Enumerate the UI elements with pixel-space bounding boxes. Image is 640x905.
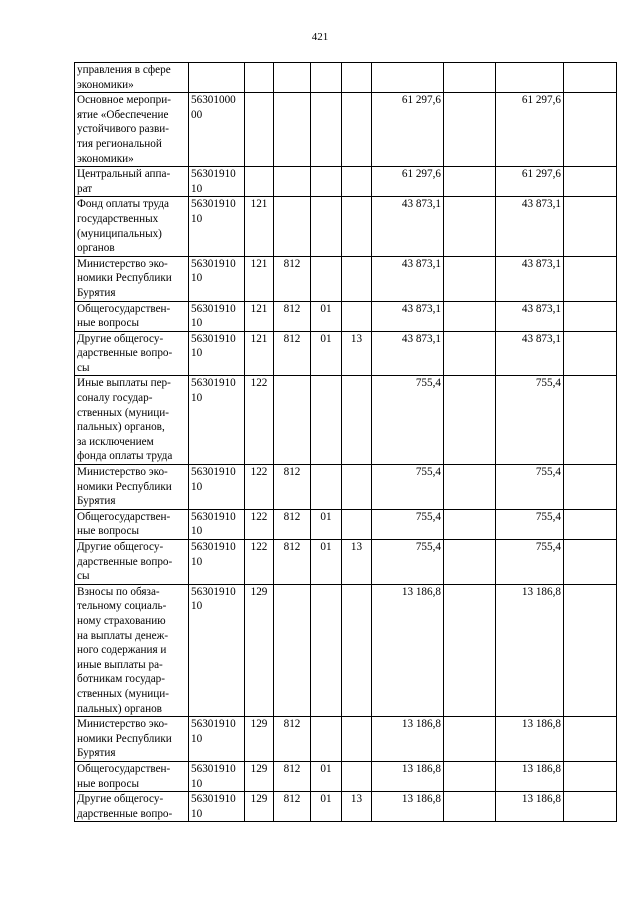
- cell-amount-1: 13 186,8: [372, 792, 444, 822]
- cell-amount-4: [564, 167, 617, 197]
- budget-table: [74, 62, 617, 822]
- cell-section: [311, 63, 342, 93]
- cell-name: Общегосударствен- ные вопросы: [75, 509, 189, 539]
- cell-section: 01: [311, 509, 342, 539]
- cell-subsection: [342, 301, 372, 331]
- table-row: [75, 792, 617, 822]
- table-row: [75, 509, 617, 539]
- cell-amount-3: 755,4: [496, 376, 564, 465]
- page-number: 421: [311, 31, 329, 43]
- cell-ministry-code: 812: [274, 792, 311, 822]
- cell-amount-1: 755,4: [372, 509, 444, 539]
- cell-amount-4: [564, 256, 617, 301]
- cell-target-article: 56301910 10: [189, 256, 245, 301]
- cell-amount-3: [496, 63, 564, 93]
- cell-amount-3: 43 873,1: [496, 301, 564, 331]
- cell-amount-4: [564, 197, 617, 256]
- cell-name: Другие общегосу- дарственные вопро- сы: [75, 331, 189, 376]
- cell-amount-2: [444, 376, 496, 465]
- cell-amount-4: [564, 63, 617, 93]
- cell-subsection: [342, 584, 372, 716]
- cell-amount-4: [564, 792, 617, 822]
- cell-name: Министерство эко- номики Республики Бурятия: [75, 256, 189, 301]
- table-row: [75, 256, 617, 301]
- cell-expense-type: 122: [245, 376, 274, 465]
- cell-name: Министерство эко- номики Республики Бурятия: [75, 465, 189, 510]
- cell-expense-type: 122: [245, 465, 274, 510]
- cell-amount-1: 43 873,1: [372, 331, 444, 376]
- cell-amount-2: [444, 509, 496, 539]
- cell-name: Министерство эко- номики Республики Бурятия: [75, 717, 189, 762]
- cell-expense-type: 122: [245, 509, 274, 539]
- cell-section: [311, 717, 342, 762]
- cell-amount-2: [444, 761, 496, 791]
- cell-amount-3: 61 297,6: [496, 93, 564, 167]
- cell-ministry-code: 812: [274, 540, 311, 585]
- cell-amount-3: 43 873,1: [496, 197, 564, 256]
- cell-amount-2: [444, 197, 496, 256]
- cell-amount-1: 755,4: [372, 540, 444, 585]
- cell-ministry-code: 812: [274, 301, 311, 331]
- cell-ministry-code: [274, 584, 311, 716]
- cell-subsection: [342, 509, 372, 539]
- cell-name: Другие общегосу- дарственные вопро- сы: [75, 540, 189, 585]
- cell-amount-1: 13 186,8: [372, 584, 444, 716]
- cell-section: [311, 93, 342, 167]
- cell-subsection: [342, 63, 372, 93]
- cell-subsection: [342, 93, 372, 167]
- cell-amount-4: [564, 540, 617, 585]
- table-row: [75, 331, 617, 376]
- table-row: [75, 63, 617, 93]
- cell-name: Взносы по обяза- тельному социаль- ному страхованию на выплаты денеж- ного содержания и иные выплаты ра- ботникам государ- ственных (муници- пальных) органов: [75, 584, 189, 716]
- cell-target-article: 56301910 10: [189, 376, 245, 465]
- table-row: [75, 584, 617, 716]
- cell-target-article: 56301910 10: [189, 167, 245, 197]
- cell-amount-1: 43 873,1: [372, 256, 444, 301]
- cell-target-article: 56301910 10: [189, 197, 245, 256]
- cell-amount-4: [564, 376, 617, 465]
- cell-subsection: [342, 197, 372, 256]
- cell-section: [311, 197, 342, 256]
- cell-expense-type: [245, 93, 274, 167]
- cell-target-article: 56301910 10: [189, 465, 245, 510]
- cell-ministry-code: 812: [274, 717, 311, 762]
- cell-amount-2: [444, 167, 496, 197]
- cell-section: [311, 376, 342, 465]
- cell-section: [311, 256, 342, 301]
- cell-target-article: 56301910 10: [189, 717, 245, 762]
- cell-amount-1: 61 297,6: [372, 167, 444, 197]
- cell-name: Центральный аппа- рат: [75, 167, 189, 197]
- cell-amount-4: [564, 331, 617, 376]
- cell-amount-4: [564, 509, 617, 539]
- cell-amount-2: [444, 792, 496, 822]
- cell-ministry-code: 812: [274, 331, 311, 376]
- cell-target-article: 56301910 10: [189, 301, 245, 331]
- cell-expense-type: 121: [245, 331, 274, 376]
- cell-target-article: 56301910 10: [189, 540, 245, 585]
- cell-amount-4: [564, 465, 617, 510]
- cell-amount-2: [444, 93, 496, 167]
- cell-section: [311, 584, 342, 716]
- cell-subsection: [342, 465, 372, 510]
- cell-amount-2: [444, 301, 496, 331]
- cell-amount-3: 755,4: [496, 509, 564, 539]
- cell-section: 01: [311, 540, 342, 585]
- cell-ministry-code: 812: [274, 509, 311, 539]
- cell-name: Общегосударствен- ные вопросы: [75, 761, 189, 791]
- cell-expense-type: 121: [245, 197, 274, 256]
- cell-name: Другие общегосу- дарственные вопро-: [75, 792, 189, 822]
- cell-amount-1: [372, 63, 444, 93]
- cell-section: 01: [311, 792, 342, 822]
- cell-target-article: [189, 63, 245, 93]
- cell-expense-type: 121: [245, 256, 274, 301]
- cell-ministry-code: [274, 63, 311, 93]
- cell-amount-1: 755,4: [372, 465, 444, 510]
- table-row: [75, 167, 617, 197]
- cell-expense-type: 129: [245, 584, 274, 716]
- cell-amount-3: 43 873,1: [496, 331, 564, 376]
- cell-amount-4: [564, 93, 617, 167]
- cell-amount-3: 755,4: [496, 465, 564, 510]
- cell-amount-3: 43 873,1: [496, 256, 564, 301]
- cell-expense-type: [245, 167, 274, 197]
- cell-target-article: 56301910 10: [189, 509, 245, 539]
- cell-target-article: 56301000 00: [189, 93, 245, 167]
- cell-amount-4: [564, 301, 617, 331]
- cell-amount-4: [564, 717, 617, 762]
- table-row: [75, 93, 617, 167]
- cell-target-article: 56301910 10: [189, 584, 245, 716]
- cell-name: Основное меропри- ятие «Обеспечение устойчивого разви- тия региональной экономики»: [75, 93, 189, 167]
- table-row: [75, 717, 617, 762]
- cell-expense-type: 129: [245, 761, 274, 791]
- cell-name: управления в сфере экономики»: [75, 63, 189, 93]
- cell-ministry-code: 812: [274, 465, 311, 510]
- table-row: [75, 197, 617, 256]
- cell-amount-2: [444, 465, 496, 510]
- cell-subsection: [342, 761, 372, 791]
- cell-amount-3: 13 186,8: [496, 792, 564, 822]
- cell-amount-3: 61 297,6: [496, 167, 564, 197]
- cell-amount-1: 755,4: [372, 376, 444, 465]
- cell-subsection: 13: [342, 331, 372, 376]
- cell-subsection: [342, 376, 372, 465]
- table-row: [75, 301, 617, 331]
- cell-amount-4: [564, 584, 617, 716]
- cell-ministry-code: [274, 167, 311, 197]
- cell-ministry-code: [274, 197, 311, 256]
- cell-amount-1: 13 186,8: [372, 717, 444, 762]
- cell-amount-2: [444, 584, 496, 716]
- cell-subsection: [342, 167, 372, 197]
- cell-subsection: 13: [342, 792, 372, 822]
- cell-subsection: [342, 256, 372, 301]
- cell-expense-type: 129: [245, 717, 274, 762]
- cell-ministry-code: 812: [274, 761, 311, 791]
- cell-expense-type: 129: [245, 792, 274, 822]
- cell-expense-type: 121: [245, 301, 274, 331]
- cell-amount-2: [444, 256, 496, 301]
- table-row: [75, 465, 617, 510]
- cell-target-article: 56301910 10: [189, 331, 245, 376]
- cell-amount-2: [444, 540, 496, 585]
- table-row: [75, 540, 617, 585]
- cell-amount-2: [444, 331, 496, 376]
- cell-amount-1: 43 873,1: [372, 197, 444, 256]
- cell-amount-2: [444, 63, 496, 93]
- cell-section: 01: [311, 301, 342, 331]
- cell-amount-1: 61 297,6: [372, 93, 444, 167]
- cell-amount-2: [444, 717, 496, 762]
- cell-expense-type: 122: [245, 540, 274, 585]
- budget-table-body: [75, 63, 617, 822]
- cell-target-article: 56301910 10: [189, 761, 245, 791]
- cell-amount-3: 755,4: [496, 540, 564, 585]
- cell-amount-4: [564, 761, 617, 791]
- cell-section: [311, 465, 342, 510]
- cell-amount-1: 13 186,8: [372, 761, 444, 791]
- cell-name: Иные выплаты пер- соналу государ- ственных (муници- пальных) органов, за исключением фонда оплаты труда: [75, 376, 189, 465]
- cell-subsection: 13: [342, 540, 372, 585]
- cell-ministry-code: 812: [274, 256, 311, 301]
- cell-section: 01: [311, 331, 342, 376]
- cell-amount-3: 13 186,8: [496, 584, 564, 716]
- cell-section: 01: [311, 761, 342, 791]
- cell-ministry-code: [274, 93, 311, 167]
- cell-amount-3: 13 186,8: [496, 717, 564, 762]
- table-row: [75, 761, 617, 791]
- cell-target-article: 56301910 10: [189, 792, 245, 822]
- cell-ministry-code: [274, 376, 311, 465]
- cell-name: Фонд оплаты труда государственных (муниципальных) органов: [75, 197, 189, 256]
- cell-expense-type: [245, 63, 274, 93]
- cell-amount-3: 13 186,8: [496, 761, 564, 791]
- cell-section: [311, 167, 342, 197]
- cell-name: Общегосударствен- ные вопросы: [75, 301, 189, 331]
- table-row: [75, 376, 617, 465]
- cell-subsection: [342, 717, 372, 762]
- cell-amount-1: 43 873,1: [372, 301, 444, 331]
